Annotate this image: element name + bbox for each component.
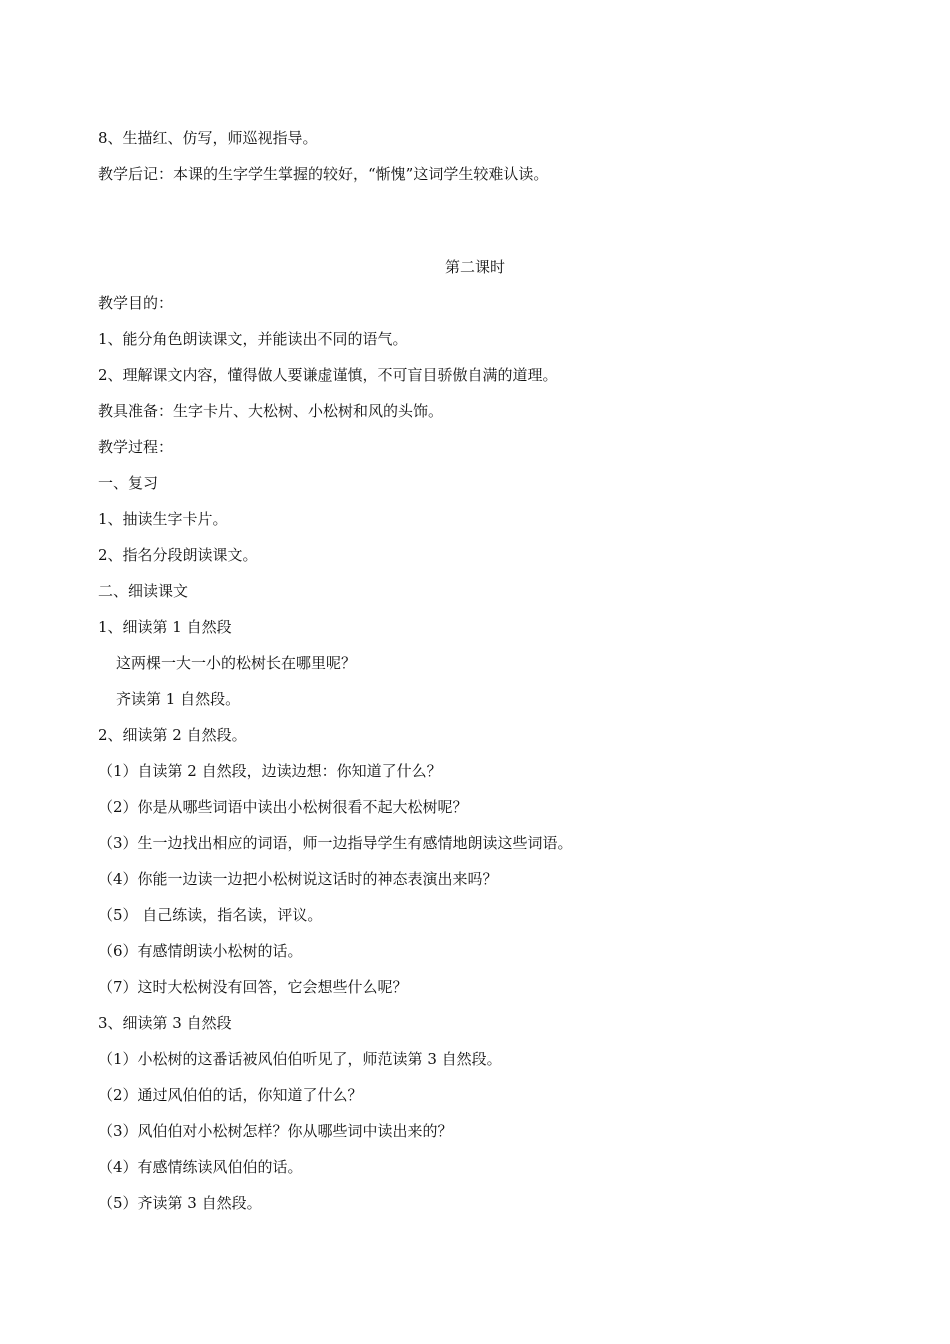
review-heading: 一、复习 xyxy=(98,474,159,492)
para3-item: （1）小松树的这番话被风伯伯听见了，师范读第 3 自然段。 xyxy=(98,1050,502,1068)
para2-item: （6）有感情朗读小松树的话。 xyxy=(98,942,303,960)
para2-item: （5） 自己练读，指名读，评议。 xyxy=(98,906,323,924)
review-item: 2、指名分段朗读课文。 xyxy=(98,546,258,564)
para1-line: 齐读第 1 自然段。 xyxy=(116,690,241,708)
para3-item: （5）齐读第 3 自然段。 xyxy=(98,1194,262,1212)
para1-line: 这两棵一大一小的松树长在哪里呢？ xyxy=(116,654,357,672)
para2-item: （2）你是从哪些词语中读出小松树很看不起大松树呢？ xyxy=(98,798,468,816)
para3-item: （2）通过风伯伯的话，你知道了什么？ xyxy=(98,1086,363,1104)
para3-title: 3、细读第 3 自然段 xyxy=(98,1014,232,1032)
para1-title: 1、细读第 1 自然段 xyxy=(98,618,232,636)
para2-item: （4）你能一边读一边把小松树说这话时的神态表演出来吗？ xyxy=(98,870,498,888)
objectives-label: 教学目的： xyxy=(98,294,174,312)
process-label: 教学过程： xyxy=(98,438,174,456)
para2-item: （3）生一边找出相应的词语，师一边指导学生有感情地朗读这些词语。 xyxy=(98,834,573,852)
para3-item: （4）有感情练读风伯伯的话。 xyxy=(98,1158,303,1176)
para2-item: （1）自读第 2 自然段，边读边想：你知道了什么？ xyxy=(98,762,442,780)
materials-line: 教具准备：生字卡片、大松树、小松树和风的头饰。 xyxy=(98,402,444,420)
para3-item: （3）风伯伯对小松树怎样？你从哪些词中读出来的？ xyxy=(98,1122,453,1140)
para2-item: （7）这时大松树没有回答，它会想些什么呢？ xyxy=(98,978,408,996)
objective-item: 1、能分角色朗读课文，并能读出不同的语气。 xyxy=(98,330,408,348)
review-item: 1、抽读生字卡片。 xyxy=(98,510,228,528)
close-reading-heading: 二、细读课文 xyxy=(98,582,189,600)
section-title: 第二课时 xyxy=(444,258,505,276)
teaching-notes: 教学后记：本课的生字学生掌握的较好，“惭愧”这词学生较难认读。 xyxy=(98,165,549,183)
objective-item: 2、理解课文内容，懂得做人要谦虚谨慎，不可盲目骄傲自满的道理。 xyxy=(98,366,558,384)
para2-title: 2、细读第 2 自然段。 xyxy=(98,726,247,744)
text-line: 8、生描红、仿写，师巡视指导。 xyxy=(98,129,318,147)
